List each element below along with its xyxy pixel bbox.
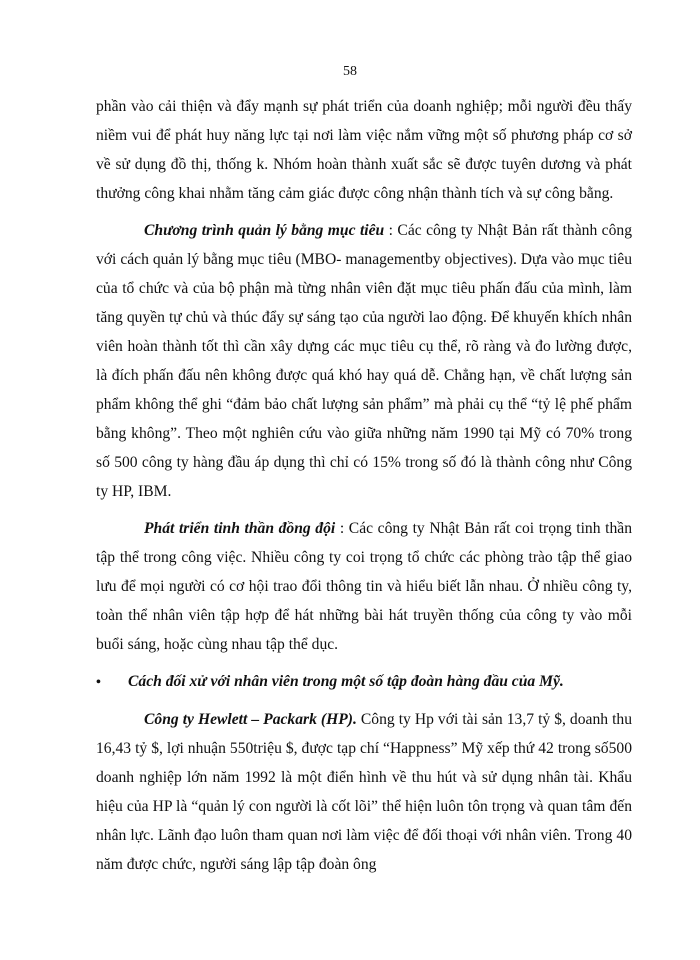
bullet-heading — [96, 667, 632, 697]
paragraph-text: phần vào cải thiện và đẩy mạnh sự phát triển của doanh nghiệp; mỗi người đều thấy niềm vui để phát huy năng lực tại nơi làm việc nắm vững một số phương pháp cơ sở về sử dụng đồ thị, thống k. Nhóm hoàn thành xuất sắc sẽ được tuyên dương và phát thưởng công khai nhằm tăng cảm giác được công nhận thành tích và sự công bằng. — [96, 98, 632, 202]
paragraph-continuation — [96, 92, 632, 208]
bullet-icon: • — [96, 675, 101, 690]
section-heading-mbo: Chương trình quản lý bằng mục tiêu — [144, 222, 385, 239]
paragraph-mbo — [96, 216, 632, 506]
section-heading-hp: Công ty Hewlett – Packark (HP). — [144, 711, 357, 728]
paragraph-hp — [96, 705, 632, 879]
bullet-heading-text: Cách đối xử với nhân viên trong một số tập đoàn hàng đầu của Mỹ. — [128, 673, 564, 690]
paragraph-text: Công ty Hp với tài sản 13,7 tỷ $, doanh thu 16,43 tỷ $, lợi nhuận 550triệu $, được tạp chí “Happness” Mỹ xếp thứ 42 trong số500 doanh nghiệp lớn năm 1992 là một điển hình về thu hút và sử dụng nhân tài. Khẩu hiệu của HP là “quản lý con người là cốt lõi” thể hiện luôn tôn trọng và quan tâm đến nhân lực. Lãnh đạo luôn tham quan nơi làm việc để đối thoại với nhân viên. Trong 40 năm được chức, người sáng lập tập đoàn ông — [96, 711, 632, 873]
page-number: 58 — [343, 64, 357, 79]
paragraph-text: : Các công ty Nhật Bản rất coi trọng tinh thần tập thể trong công việc. Nhiều công ty coi trọng tổ chức các phòng trào tập thể giao lưu để mọi người có cơ hội trao đổi thông tin và hiểu biết lẫn nhau. Ở nhiều công ty, toàn thể nhân viên tập hợp để hát những bài hát truyền thống của công ty vào mỗi buổi sáng, hoặc cùng nhau tập thể dục. — [96, 520, 632, 653]
section-heading-teamwork: Phát triển tinh thần đồng đội — [144, 520, 336, 537]
paragraph-teamwork — [96, 514, 632, 659]
paragraph-text: : Các công ty Nhật Bản rất thành công với cách quản lý bằng mục tiêu (MBO- managementby objectives). Dựa vào mục tiêu của tổ chức và của bộ phận mà từng nhân viên đặt mục tiêu phấn đấu của mình, làm tăng quyền tự chủ và thúc đẩy sự sáng tạo của người lao động. Để khuyến khích nhân viên hoàn thành tốt thì cần xây dựng các mục tiêu cụ thể, rõ ràng và đo lường được, là đích phấn đấu nên không được quá khó hay quá dễ. Chẳng hạn, về chất lượng sản phẩm không thể ghi “đảm bảo chất lượng sản phẩm” mà phải cụ thể “tỷ lệ phế phẩm bằng không”. Theo một nghiên cứu vào giữa những năm 1990 tại Mỹ có 70% trong số 500 công ty hàng đầu áp dụng thì chỉ có 15% trong số đó là thành công như Công ty HP, IBM. — [96, 222, 632, 500]
page-content — [96, 92, 632, 887]
